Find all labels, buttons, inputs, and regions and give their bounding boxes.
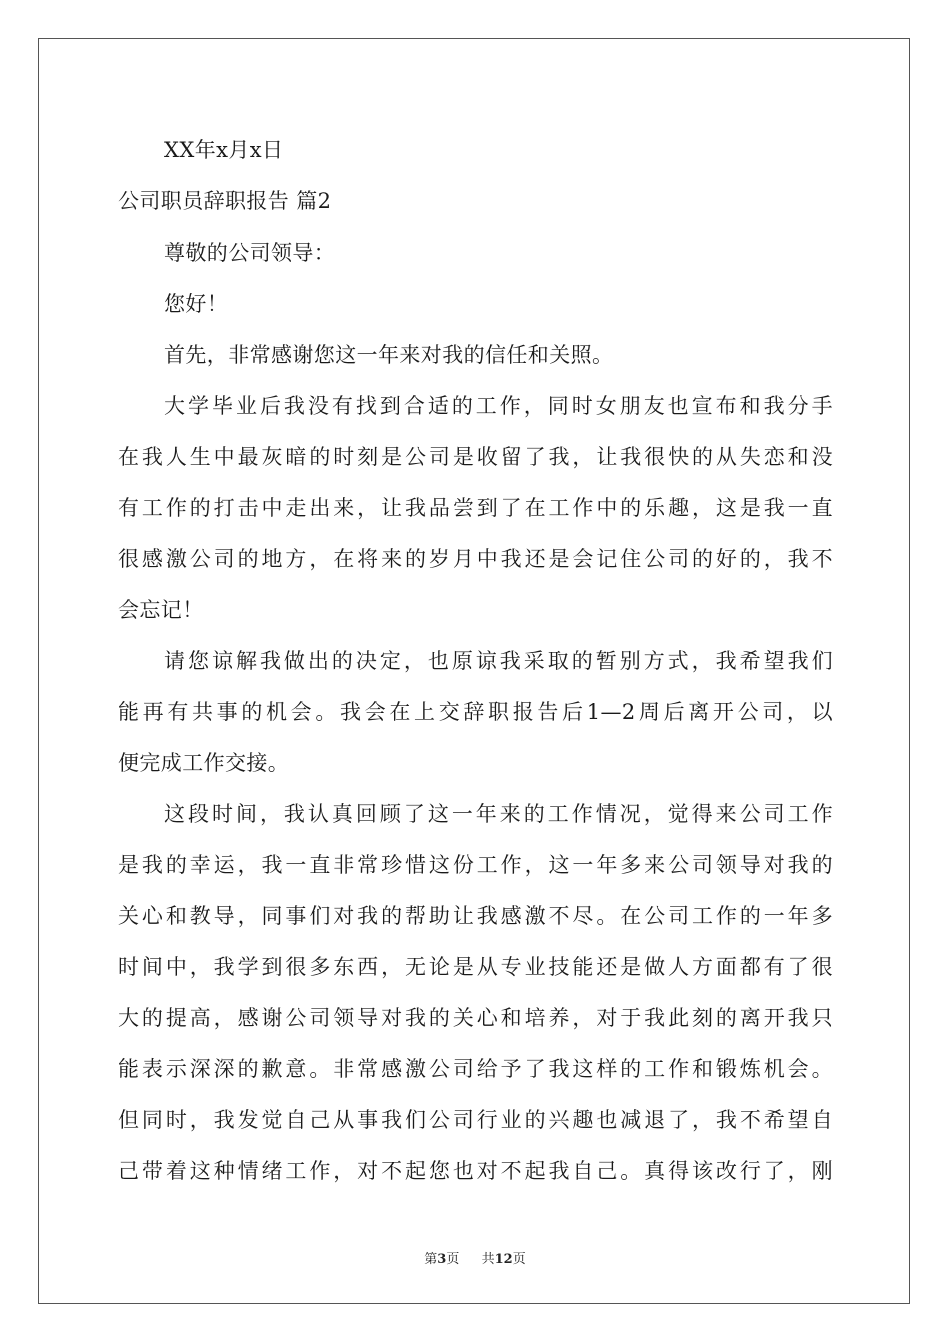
page-footer: [0, 1248, 950, 1267]
paragraph-line: 有工作的打击中走出来，让我品尝到了在工作中的乐趣，这是我一直: [118, 496, 833, 520]
paragraph-line: 大学毕业后我没有找到合适的工作，同时女朋友也宣布和我分手: [164, 394, 833, 418]
paragraph-line: 能再有共事的机会。我会在上交辞职报告后1—2周后离开公司，以: [118, 700, 833, 724]
paragraph-line: 请您谅解我做出的决定，也原谅我采取的暂别方式，我希望我们: [164, 649, 833, 673]
salutation: 尊敬的公司领导：: [164, 241, 336, 265]
paragraph-line: 关心和教导，同事们对我的帮助让我感激不尽。在公司工作的一年多: [118, 904, 833, 928]
footer-total-prefix: 共: [481, 1252, 495, 1267]
paragraph-line: 能表示深深的歉意。非常感激公司给予了我这样的工作和锻炼机会。: [118, 1057, 833, 1081]
paragraph-line: 是我的幸运，我一直非常珍惜这份工作，这一年多来公司领导对我的: [118, 853, 833, 877]
paragraph-line: 这段时间，我认真回顾了这一年来的工作情况，觉得来公司工作: [164, 802, 833, 826]
paragraph-line: 时间中，我学到很多东西，无论是从专业技能还是做人方面都有了很: [118, 955, 833, 979]
paragraph-line: 便完成工作交接。: [118, 751, 290, 775]
paragraph-line: 首先，非常感谢您这一年来对我的信任和关照。: [164, 343, 614, 367]
paragraph-line: 很感激公司的地方，在将来的岁月中我还是会记住公司的好的，我不: [118, 547, 833, 571]
footer-total-unit: 页: [512, 1252, 526, 1267]
paragraph-line: 会忘记！: [118, 598, 204, 622]
paragraph-line: 但同时，我发觉自己从事我们公司行业的兴趣也减退了，我不希望自: [118, 1108, 833, 1132]
footer-page-total: 12: [494, 1252, 513, 1267]
footer-page-unit: 页: [446, 1252, 460, 1267]
footer-page-current: 3: [437, 1252, 447, 1267]
paragraph-line: 在我人生中最灰暗的时刻是公司是收留了我，让我很快的从失恋和没: [118, 445, 833, 469]
paragraph-line: 大的提高，感谢公司领导对我的关心和培养，对于我此刻的离开我只: [118, 1006, 833, 1030]
section-title: 公司职员辞职报告 篇2: [118, 189, 332, 213]
footer-page-prefix: 第: [424, 1252, 438, 1267]
greeting: 您好！: [164, 292, 229, 316]
date-line: XX年x月x日: [164, 138, 284, 162]
paragraph-line: 己带着这种情绪工作，对不起您也对不起我自己。真得该改行了，刚: [118, 1159, 833, 1183]
